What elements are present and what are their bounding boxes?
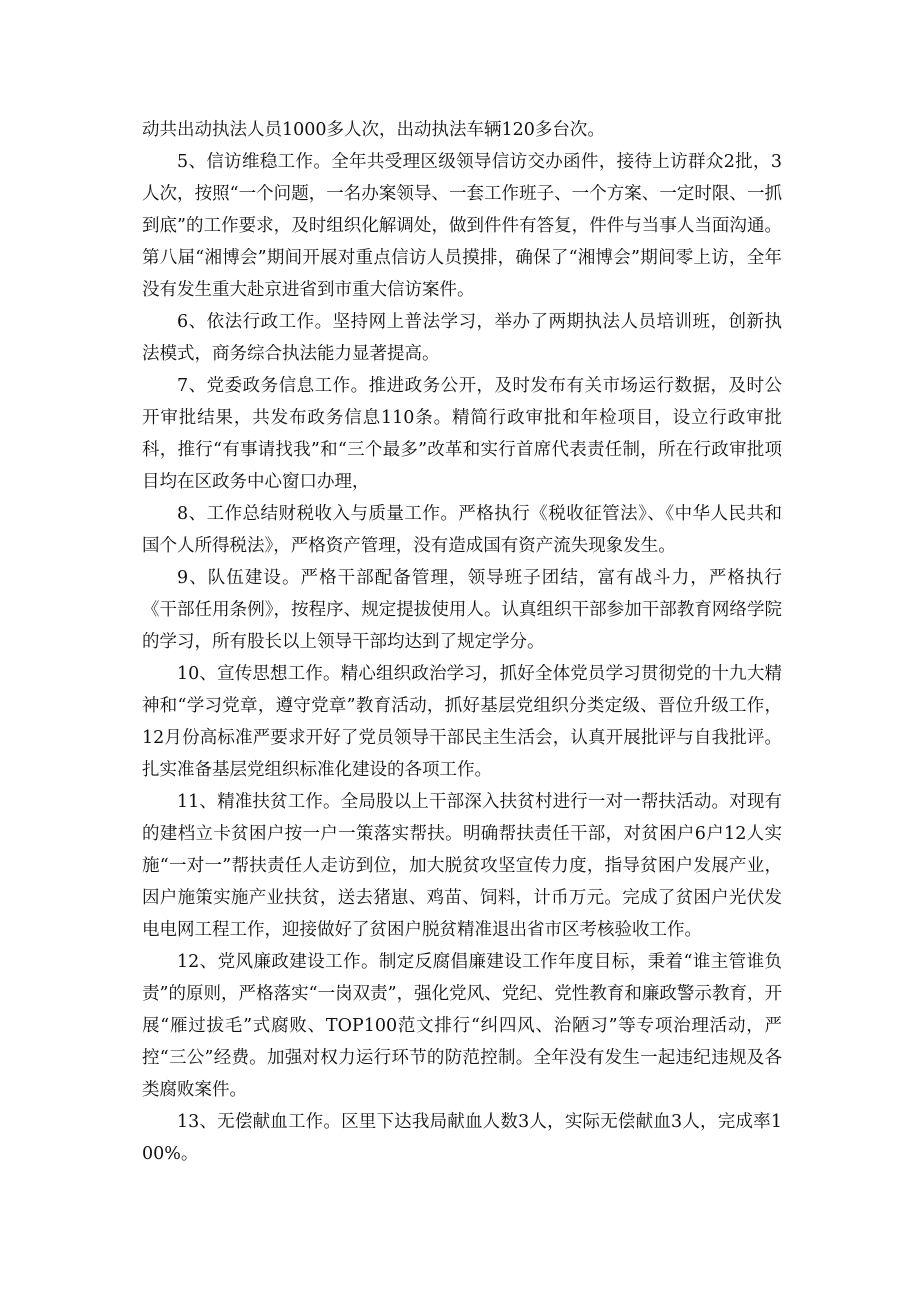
paragraph-item-8: 8、工作总结财税收入与质量工作。严格执行《税收征管法》、《中华人民共和国个人所得税法》，严格资产管理，没有造成国有资产流失现象发生。 bbox=[142, 504, 782, 556]
paragraph-item-5: 5、信访维稳工作。全年共受理区级领导信访交办函件，接待上访群众2批，3人次，按照“一个问题，一名办案领导、一套工作班子、一个方案、一定时限、一抓到底”的工作要求，及时组织化解调处，做到件件有答复，件件与当事人当面沟通。第八届“湘博会”期间开展对重点信访人员摸排，确保了“湘博会”期间零上访，全年没有发生重大赴京进省到市重大信访案件。 bbox=[142, 152, 782, 300]
paragraph-item-6: 6、依法行政工作。坚持网上普法学习，举办了两期执法人员培训班，创新执法模式，商务综合执法能力显著提高。 bbox=[142, 312, 782, 364]
paragraph-item-9: 9、队伍建设。严格干部配备管理，领导班子团结，富有战斗力，严格执行《干部任用条例》，按程序、规定提拔使用人。认真组织干部参加干部教育网络学院的学习，所有股长以上领导干部均达到了规定学分。 bbox=[142, 568, 782, 652]
paragraph-item-10: 10、宣传思想工作。精心组织政治学习，抓好全体党员学习贯彻党的十九大精神和“学习党章，遵守党章”教育活动，抓好基层党组织分类定级、晋位升级工作，12月份高标准严要求开好了党员领导干部民主生活会，认真开展批评与自我批评。扎实准备基层党组织标准化建设的各项工作。 bbox=[142, 664, 782, 780]
document-body bbox=[142, 114, 782, 1170]
paragraph-item-13: 13、无偿献血工作。区里下达我局献血人数3人，实际无偿献血3人，完成率100%。 bbox=[142, 1112, 782, 1164]
paragraph-item-11: 11、精准扶贫工作。全局股以上干部深入扶贫村进行一对一帮扶活动。对现有的建档立卡贫困户按一户一策落实帮扶。明确帮扶责任干部，对贫困户6户12人实施“一对一”帮扶责任人走访到位，加大脱贫攻坚宣传力度，指导贫困户发展产业，因户施策实施产业扶贫，送去猪崽、鸡苗、饲料，计币万元。完成了贫困户光伏发电电网工程工作，迎接做好了贫困户脱贫精准退出省市区考核验收工作。 bbox=[142, 792, 782, 940]
paragraph-continuation: 动共出动执法人员1000多人次，出动执法车辆120多台次。 bbox=[142, 120, 605, 140]
paragraph-item-7: 7、党委政务信息工作。推进政务公开，及时发布有关市场运行数据，及时公开审批结果，共发布政务信息110条。精简行政审批和年检项目，设立行政审批科，推行“有事请找我”和“三个最多”改革和实行首席代表责任制，所在行政审批项目均在区政务中心窗口办理， bbox=[142, 376, 782, 492]
paragraph-item-12: 12、党风廉政建设工作。制定反腐倡廉建设工作年度目标，秉着“谁主管谁负责”的原则，严格落实“一岗双责”，强化党风、党纪、党性教育和廉政警示教育，开展“雁过拔毛”式腐败、TOP100范文排行“纠四风、治陋习”等专项治理活动，严控“三公”经费。加强对权力运行环节的防范控制。全年没有发生一起违纪违规及各类腐败案件。 bbox=[142, 952, 782, 1100]
